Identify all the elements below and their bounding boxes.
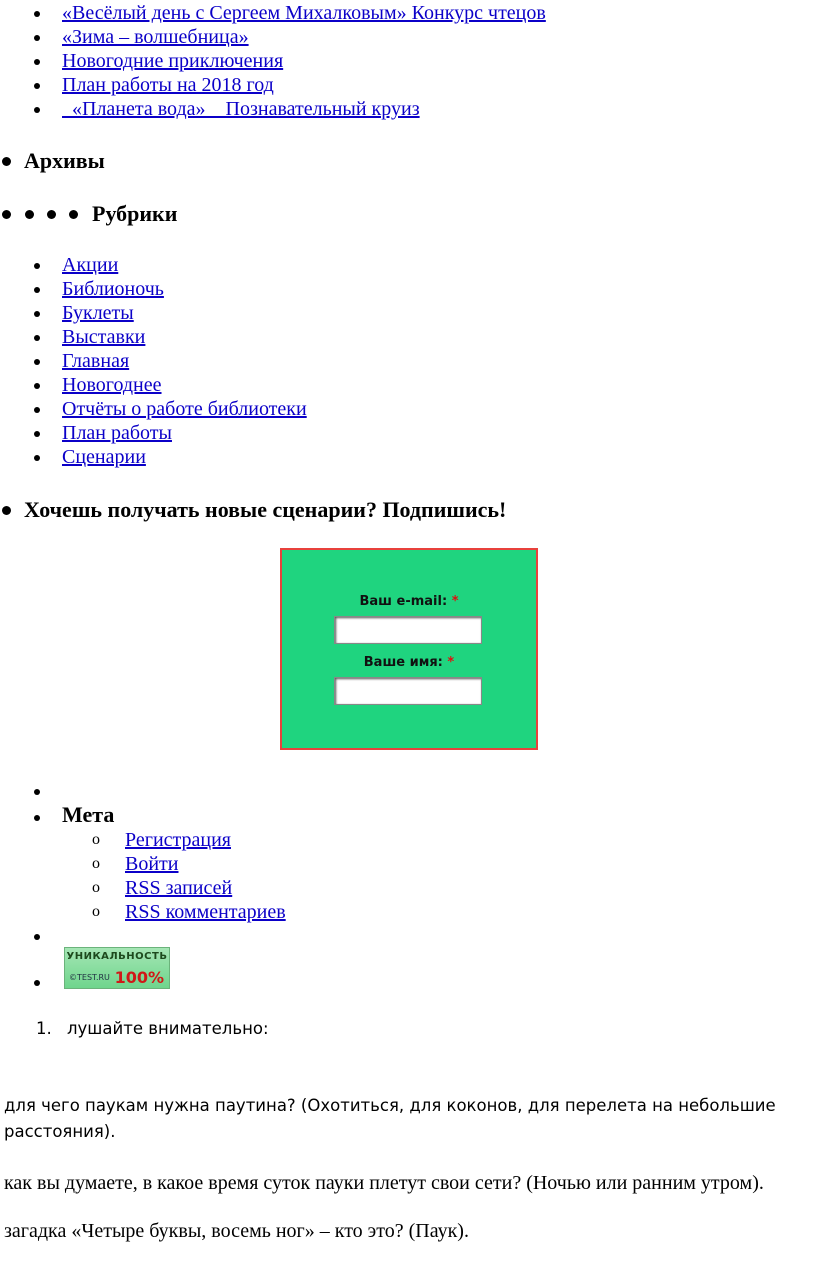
link-vesely-den[interactable]: «Весёлый день с Сергеем Михалковым» Конкурс чтецов: [62, 2, 546, 24]
sublist-bullet: o: [92, 879, 100, 896]
heading-bullet: [25, 210, 34, 219]
subscribe-heading: Хочешь получать новые сценарии? Подпишись!: [24, 497, 507, 522]
name-label-text: Ваше имя:: [363, 655, 443, 670]
meta-link-login[interactable]: Войти: [125, 853, 179, 875]
meta-link-rss-comments[interactable]: RSS комментариев: [125, 901, 286, 923]
email-field[interactable]: [334, 616, 482, 644]
paragraph-1-line-1: для чего паукам нужна паутина? (Охотиться, для коконов, для перелета на небольшие: [4, 1096, 776, 1115]
list-bullet: [34, 934, 40, 940]
rubric-link-glavnaya[interactable]: Главная: [62, 350, 130, 372]
list-bullet: [34, 11, 40, 17]
rubric-link-plan-raboty[interactable]: План работы: [62, 422, 172, 444]
list-bullet: [34, 335, 40, 341]
name-label: [282, 655, 536, 670]
paragraph-2: как вы думаете, в какое время суток пауки плетут свои сети? (Ночью или ранним утром).: [4, 1172, 764, 1194]
sublist-bullet: o: [92, 903, 100, 920]
list-bullet: [34, 455, 40, 461]
numbered-item-number: 1.: [36, 1019, 52, 1038]
email-label-text: Ваш e-mail:: [359, 594, 448, 609]
list-bullet: [34, 359, 40, 365]
archives-heading: Архивы: [24, 148, 105, 173]
heading-bullet: [2, 210, 11, 219]
badge-site: ©TEST.RU: [69, 973, 110, 982]
heading-bullet: [2, 506, 11, 515]
email-label: [282, 594, 536, 609]
link-zima-volshebnica[interactable]: «Зима – волшебница»: [62, 26, 249, 48]
badge-title: УНИКАЛЬНОСТЬ: [66, 951, 168, 962]
rubric-link-scenarii[interactable]: Сценарии: [62, 446, 146, 468]
list-bullet: [34, 431, 40, 437]
uniqueness-badge[interactable]: [64, 947, 170, 989]
list-bullet: [34, 311, 40, 317]
numbered-item-text: лушайте внимательно:: [67, 1019, 269, 1038]
list-bullet: [34, 815, 40, 821]
list-bullet: [34, 789, 40, 795]
rubric-link-akcii[interactable]: Акции: [62, 254, 119, 276]
link-planeta-voda[interactable]: «Планета вода» Познавательный круиз: [62, 98, 420, 120]
paragraph-3: загадка «Четыре буквы, восемь ног» – кто это? (Паук).: [4, 1220, 469, 1242]
name-field[interactable]: [334, 677, 482, 705]
rubric-link-biblionoch[interactable]: Библионочь: [62, 278, 164, 300]
heading-bullet: [47, 210, 56, 219]
list-bullet: [34, 107, 40, 113]
required-mark: *: [447, 655, 455, 670]
rubrics-heading: Рубрики: [92, 201, 178, 226]
heading-bullet: [69, 210, 78, 219]
badge-percent: 100%: [114, 968, 164, 987]
rubric-link-vystavki[interactable]: Выставки: [62, 326, 146, 348]
list-bullet: [34, 263, 40, 269]
rubric-link-novogodnee[interactable]: Новогоднее: [62, 374, 162, 396]
list-bullet: [34, 287, 40, 293]
list-bullet: [34, 980, 40, 986]
sublist-bullet: o: [92, 831, 100, 848]
link-novogodnie-priklyucheniya[interactable]: Новогодние приключения: [62, 50, 284, 72]
list-bullet: [34, 83, 40, 89]
sublist-bullet: o: [92, 855, 100, 872]
meta-link-rss-entries[interactable]: RSS записей: [125, 877, 233, 899]
link-plan-raboty-2018[interactable]: План работы на 2018 год: [62, 74, 274, 96]
rubric-link-buklety[interactable]: Буклеты: [62, 302, 134, 324]
rubric-link-otchety[interactable]: Отчёты о работе библиотеки: [62, 398, 307, 420]
meta-heading: Мета: [62, 802, 115, 827]
list-bullet: [34, 383, 40, 389]
heading-bullet: [2, 157, 11, 166]
subscribe-form: [280, 548, 538, 750]
paragraph-1-line-2: расстояния).: [4, 1122, 116, 1141]
required-mark: *: [451, 594, 459, 609]
list-bullet: [34, 35, 40, 41]
list-bullet: [34, 59, 40, 65]
list-bullet: [34, 407, 40, 413]
meta-link-registration[interactable]: Регистрация: [125, 829, 231, 851]
